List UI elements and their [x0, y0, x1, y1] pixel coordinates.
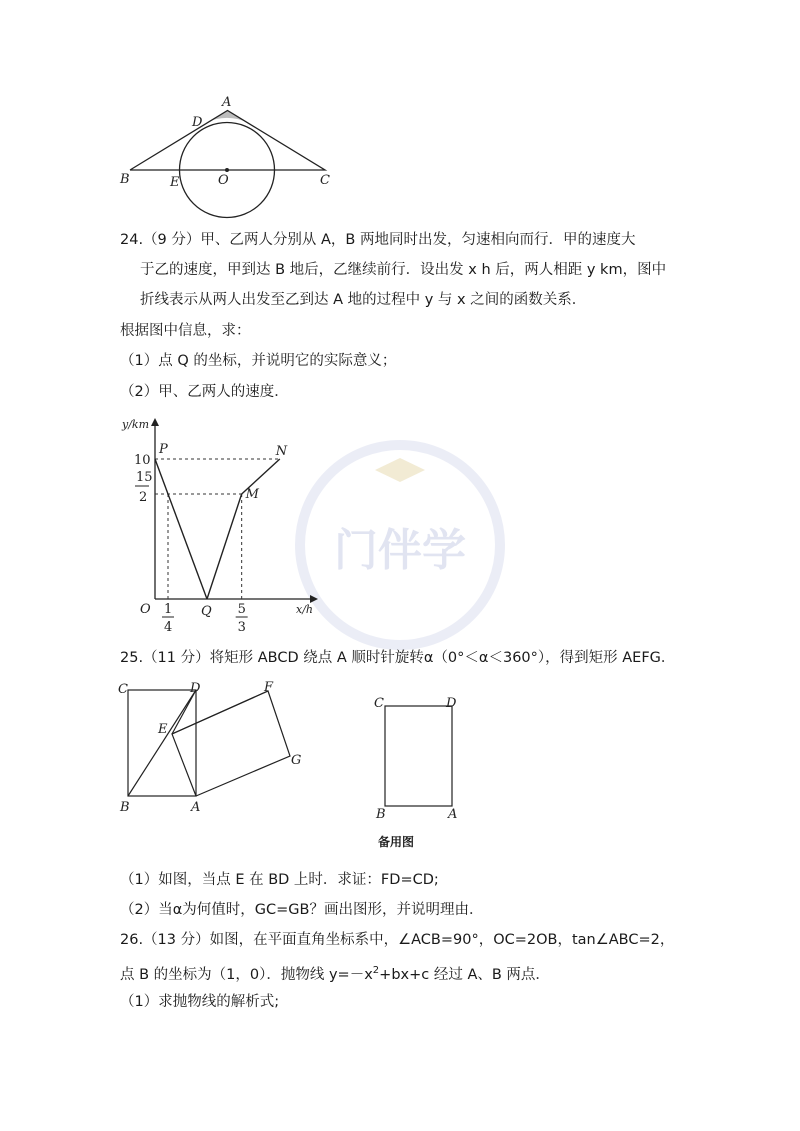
q24-sub-2: （2）甲、乙两人的速度．: [120, 384, 289, 400]
q25-title: 25.（11 分）将矩形 ABCD 绕点 A 顺时针旋转α（0°＜α＜360°），得到矩形 AEFG．: [120, 650, 676, 666]
x-axis-label: x/h: [296, 603, 313, 616]
q24-line-2: 于乙的速度，甲到达 B 地后，乙继续前行．设出发 x h 后，两人相距 y km，图中: [140, 262, 667, 278]
label-D: D: [446, 696, 457, 711]
label-O: O: [218, 173, 229, 188]
label-B: B: [120, 800, 130, 815]
label-A: A: [222, 95, 232, 110]
q25-sub-1: （1）如图，当点 E 在 BD 上时．求证：FD=CD;: [120, 872, 439, 888]
q26-exponent: 2: [372, 965, 380, 976]
point-label-N: N: [275, 444, 288, 459]
y-tick-den-1: 2: [139, 490, 148, 505]
origin-label: O: [140, 602, 151, 617]
label-A: A: [448, 807, 458, 822]
x-axis-arrow: [310, 595, 318, 603]
x-tick-num-1: 5: [237, 602, 246, 617]
point-label-M: M: [245, 487, 259, 502]
q24-line-3: 折线表示从两人出发至乙到达 A 地的过程中 y 与 x 之间的函数关系．: [140, 292, 587, 308]
y-axis-arrow: [151, 418, 159, 426]
x-tick-den-0: 4: [164, 620, 173, 635]
figure-circle-triangle: [110, 90, 350, 225]
q26-line-2: [120, 961, 550, 985]
y-axis-label: y/km: [122, 418, 150, 431]
distance-time-graph: [110, 412, 340, 642]
x-tick-num-0: 1: [164, 602, 173, 617]
label-D: D: [192, 115, 203, 130]
q24-sub-1: （1）点 Q 的坐标，并说明它的实际意义；: [120, 353, 397, 369]
point-label-Q: Q: [201, 604, 212, 619]
label-B: B: [120, 172, 130, 187]
watermark-text: 门伴学: [334, 525, 466, 576]
q26-line-1: 26.（13 分）如图，在平面直角坐标系中，∠ACB=90°，OC=2OB，tan∠ABC=2，: [120, 932, 675, 948]
segment-PQ: [155, 459, 207, 599]
label-C: C: [374, 696, 384, 711]
label-D: D: [190, 681, 201, 696]
q24-line-4: 根据图中信息，求：: [120, 323, 251, 339]
label-E: E: [170, 175, 180, 190]
point-label-P: P: [159, 442, 168, 457]
label-B: B: [376, 807, 386, 822]
label-A: A: [191, 800, 201, 815]
label-C: C: [320, 173, 330, 188]
spare-figure-caption: 备用图: [378, 835, 415, 849]
label-G: G: [291, 753, 302, 768]
label-F: F: [264, 680, 274, 695]
y-tick-num-1: 15: [136, 470, 153, 485]
label-C: C: [118, 682, 128, 697]
figure-rotated-rectangles: [110, 678, 320, 818]
segment-QM: [207, 494, 242, 599]
y-tick-label-0: 10: [134, 453, 151, 468]
label-E: E: [158, 722, 168, 737]
spare-figure-rectangle: [370, 690, 470, 822]
q24-line-1: 24.（9 分）甲、乙两人分别从 A，B 两地同时出发，匀速相向而行．甲的速度大: [120, 232, 636, 248]
q26-line-2-pre: 点 B 的坐标为（1，0）．抛物线 y=－x: [120, 966, 373, 983]
x-tick-den-1: 3: [237, 620, 246, 635]
q26-sub-1: （1）求抛物线的解析式;: [120, 994, 280, 1010]
q26-line-2-post: +bx+c 经过 A、B 两点．: [379, 966, 550, 983]
q25-sub-2: （2）当α为何值时，GC=GB？画出图形，并说明理由．: [120, 902, 484, 918]
